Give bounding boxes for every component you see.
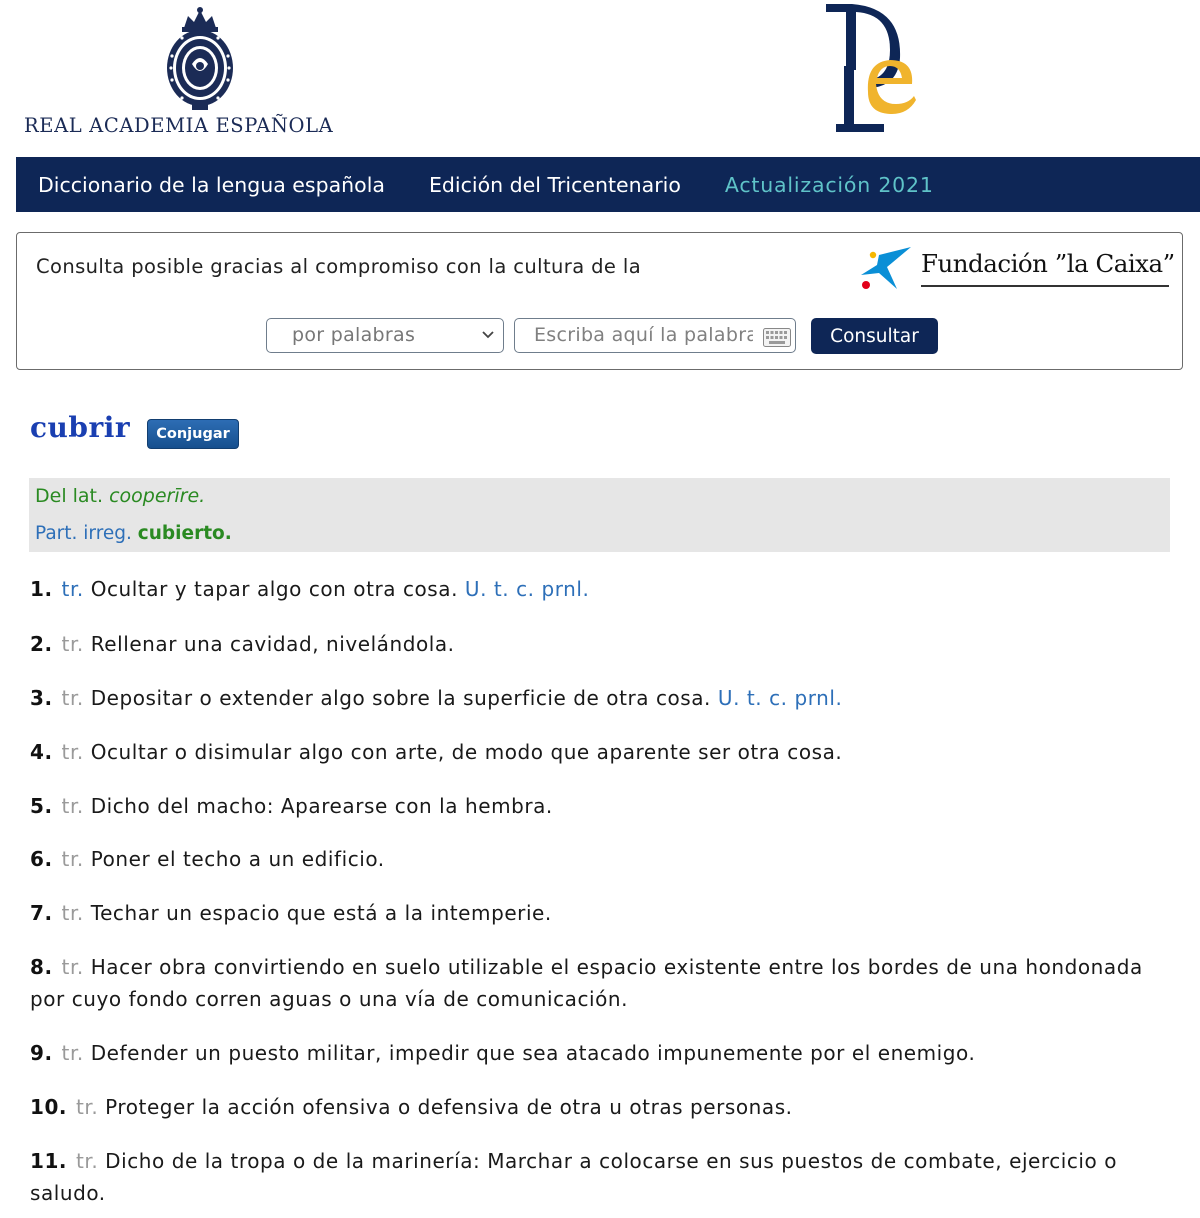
- sense-text: Proteger la acción ofensiva o defensiva de otra u otras personas.: [98, 1095, 793, 1119]
- sense-abbr[interactable]: tr.: [61, 740, 84, 764]
- sense-abbr[interactable]: tr.: [61, 632, 84, 656]
- sense-abbr[interactable]: tr.: [61, 847, 84, 871]
- sense-number: 7.: [30, 901, 53, 925]
- etymology-line: [35, 485, 205, 507]
- caixa-star-icon: [857, 245, 913, 291]
- sense-number: 1.: [30, 577, 53, 601]
- etymology-prefix: Del lat.: [35, 485, 110, 507]
- sense-text: Rellenar una cavidad, nivelándola.: [83, 632, 455, 656]
- sponsor-logo-underline: [921, 285, 1169, 287]
- sense-item: [30, 790, 1180, 822]
- dle-logo-icon[interactable]: [820, 0, 920, 136]
- sense-abbr[interactable]: tr.: [76, 1095, 99, 1119]
- institution-name: REAL ACADEMIA ESPAÑOLA: [24, 114, 334, 137]
- rae-crest-icon: [162, 6, 238, 112]
- sense-usage-note[interactable]: U. t. c. prnl.: [717, 686, 843, 710]
- search-panel: [16, 232, 1183, 370]
- sense-text: Ocultar y tapar algo con otra cosa.: [83, 577, 465, 601]
- sponsor-logo-text: Fundación ”la Caixa”: [921, 249, 1175, 278]
- sense-item: [30, 1037, 1180, 1069]
- sense-number: 8.: [30, 955, 53, 979]
- keyboard-icon[interactable]: [763, 328, 791, 347]
- sense-text: Poner el techo a un edificio.: [83, 847, 385, 871]
- sponsor-logo[interactable]: [857, 243, 1175, 293]
- rae-logo[interactable]: [24, 4, 334, 144]
- sense-text: Ocultar o disimular algo con arte, de modo que aparente ser otra cosa.: [83, 740, 843, 764]
- sense-number: 10.: [30, 1095, 68, 1119]
- sense-item: [30, 628, 1180, 660]
- sense-abbr[interactable]: tr.: [61, 794, 84, 818]
- sense-text: Dicho de la tropa o de la marinería: Marchar a colocarse en sus puestos de combate, ejercicio o saludo.: [30, 1149, 1118, 1205]
- sense-usage-note[interactable]: U. t. c. prnl.: [464, 577, 590, 601]
- sense-item: [30, 843, 1180, 875]
- etymology-word[interactable]: cooperīre.: [109, 485, 206, 507]
- sense-text: Defender un puesto militar, impedir que sea atacado impunemente por el enemigo.: [83, 1041, 976, 1065]
- sense-item: [30, 736, 1180, 768]
- sense-number: 5.: [30, 794, 53, 818]
- site-header: [0, 0, 1200, 150]
- nav-item-actualizacion[interactable]: Actualización 2021: [724, 172, 934, 197]
- sense-abbr[interactable]: tr.: [61, 577, 84, 601]
- search-field[interactable]: [514, 318, 796, 353]
- sense-text: Dicho del macho: Aparearse con la hembra.: [83, 794, 553, 818]
- nav-item-tricentenario[interactable]: Edición del Tricentenario: [428, 172, 681, 197]
- participle-line: [35, 523, 232, 544]
- conjugate-button[interactable]: Conjugar: [147, 419, 239, 449]
- search-submit-button[interactable]: Consultar: [811, 318, 938, 354]
- nav-item-diccionario[interactable]: Diccionario de la lengua española: [38, 172, 385, 197]
- sense-abbr[interactable]: tr.: [76, 1149, 99, 1173]
- sense-number: 4.: [30, 740, 53, 764]
- search-input[interactable]: [515, 319, 755, 351]
- sense-item: [30, 897, 1180, 929]
- sense-number: 3.: [30, 686, 53, 710]
- sense-text: Hacer obra convirtiendo en suelo utilizable el espacio existente entre los bordes de una hondonada por cuyo fondo corren aguas o una vía de comunicación.: [30, 955, 1143, 1011]
- main-nav: [16, 157, 1200, 212]
- participle-word[interactable]: cubierto.: [137, 523, 232, 544]
- sense-text: Depositar o extender algo sobre la superficie de otra cosa.: [83, 686, 718, 710]
- search-mode-select[interactable]: [266, 318, 504, 353]
- sense-number: 11.: [30, 1149, 68, 1173]
- sense-item: [30, 682, 1180, 714]
- sense-item: [30, 951, 1180, 1015]
- etymology-box: [29, 478, 1170, 552]
- sense-item: [30, 1145, 1180, 1209]
- participle-prefix[interactable]: Part. irreg.: [35, 523, 138, 544]
- sense-abbr[interactable]: tr.: [61, 955, 84, 979]
- search-mode-value: por palabras: [292, 324, 416, 346]
- sense-number: 2.: [30, 632, 53, 656]
- entry-headword: cubrir: [30, 411, 131, 444]
- sense-abbr[interactable]: tr.: [61, 901, 84, 925]
- sense-abbr[interactable]: tr.: [61, 686, 84, 710]
- sense-number: 6.: [30, 847, 53, 871]
- sponsor-text: Consulta posible gracias al compromiso con la cultura de la: [36, 255, 642, 278]
- sense-item: [30, 1091, 1180, 1123]
- sense-item: [30, 573, 1180, 605]
- sense-abbr[interactable]: tr.: [61, 1041, 84, 1065]
- sense-number: 9.: [30, 1041, 53, 1065]
- sense-text: Techar un espacio que está a la intemperie.: [83, 901, 552, 925]
- chevron-down-icon: [481, 327, 495, 341]
